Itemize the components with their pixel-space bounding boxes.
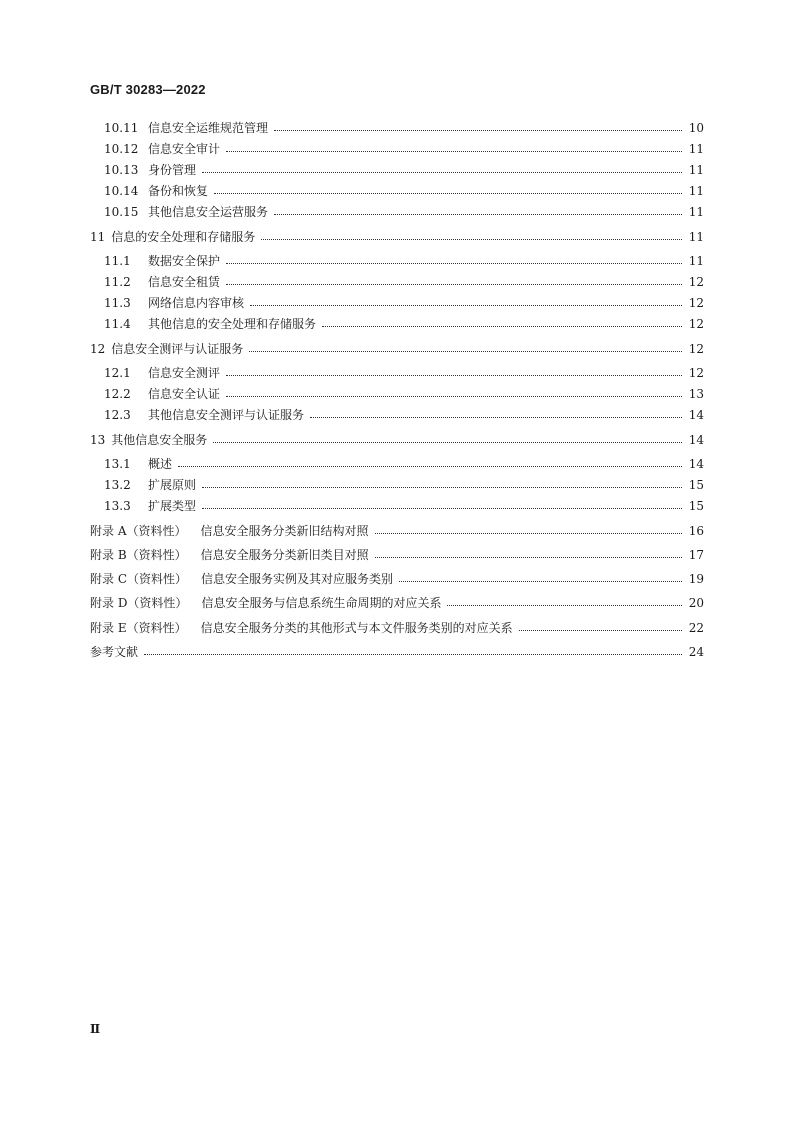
toc-entry[interactable] (90, 228, 704, 246)
toc-entry[interactable] (104, 476, 704, 494)
toc-entry-page: 11 (688, 163, 704, 177)
toc-entry[interactable] (104, 203, 704, 221)
toc-entry-number: 附录 E（资料性） (90, 621, 187, 635)
toc-entry[interactable] (104, 315, 704, 333)
toc-entry-title: 信息安全测评与认证服务 (111, 342, 244, 356)
dot-leader (274, 213, 682, 215)
toc-entry-page: 19 (688, 572, 704, 586)
dot-leader (226, 150, 682, 152)
toc-entry-page: 16 (688, 524, 704, 538)
toc-entry-page: 24 (688, 645, 704, 659)
standard-code: GB/T 30283—2022 (90, 82, 206, 97)
toc-entry-page: 14 (688, 408, 704, 422)
toc-entry[interactable] (90, 619, 704, 637)
toc-entry-page: 11 (688, 184, 704, 198)
dot-leader (250, 304, 682, 306)
dot-leader (226, 395, 682, 397)
toc-entry[interactable] (90, 431, 704, 449)
toc-entry[interactable] (104, 364, 704, 382)
toc-entry-number: 13 (90, 433, 106, 447)
toc-entry-number: 10.15 (104, 205, 139, 219)
toc-entry-page: 11 (688, 142, 704, 156)
toc-entry-page: 14 (688, 457, 704, 471)
toc-entry-page: 13 (688, 387, 704, 401)
toc-entry-number: 11 (90, 230, 106, 244)
toc-entry-title: 网络信息内容审核 (148, 296, 245, 310)
toc-entry-title: 扩展原则 (148, 478, 197, 492)
toc-entry-page: 12 (688, 275, 704, 289)
toc-entry-title: 信息安全服务分类新旧类目对照 (200, 548, 369, 562)
dot-leader (202, 507, 682, 509)
toc-entry[interactable] (104, 455, 704, 473)
toc-entry-title: 其他信息的安全处理和存储服务 (148, 317, 317, 331)
toc-entry-title: 信息安全服务分类的其他形式与本文件服务类别的对应关系 (200, 621, 513, 635)
toc-entry[interactable] (90, 522, 704, 540)
toc-entry-page: 20 (688, 596, 704, 610)
toc-entry-number: 13.2 (104, 478, 131, 492)
dot-leader (202, 486, 682, 488)
toc-entry-number: 11.2 (104, 275, 131, 289)
toc-entry-number: 11.1 (104, 254, 131, 268)
toc-entry[interactable] (90, 643, 704, 661)
dot-leader (261, 238, 682, 240)
toc-entry-number: 附录 C（资料性） (90, 572, 187, 586)
toc-entry-number: 10.12 (104, 142, 139, 156)
toc-entry-number: 附录 A（资料性） (90, 524, 187, 538)
toc-entry[interactable] (104, 161, 704, 179)
toc-entry-page: 12 (688, 317, 704, 331)
toc-entry-title: 身份管理 (148, 163, 197, 177)
toc-entry-title: 信息安全运维规范管理 (148, 121, 269, 135)
toc-entry-title: 信息的安全处理和存储服务 (111, 230, 256, 244)
toc-entry[interactable] (90, 594, 704, 612)
dot-leader (375, 556, 682, 558)
toc-entry-number: 10.14 (104, 184, 139, 198)
toc-entry-number: 11.3 (104, 296, 131, 310)
toc-entry-page: 17 (688, 548, 704, 562)
toc-entry-number: 13.3 (104, 499, 131, 513)
toc-entry-title: 其他信息安全运营服务 (148, 205, 269, 219)
toc-entry-title: 其他信息安全服务 (111, 433, 208, 447)
toc-entry-title: 信息安全测评 (148, 366, 221, 380)
dot-leader (178, 465, 682, 467)
toc-entry-title: 信息安全服务分类新旧结构对照 (200, 524, 369, 538)
toc-entry-number: 11.4 (104, 317, 131, 331)
toc-entry-page: 11 (688, 230, 704, 244)
toc-entry-page: 12 (688, 296, 704, 310)
toc-entry-title: 数据安全保护 (148, 254, 221, 268)
toc-entry-number: 10.13 (104, 163, 139, 177)
toc-entry[interactable] (90, 570, 704, 588)
toc-entry-title: 参考文献 (90, 645, 139, 659)
toc-entry[interactable] (104, 273, 704, 291)
toc-entry[interactable] (90, 340, 704, 358)
toc-entry[interactable] (104, 182, 704, 200)
toc-entry-title: 其他信息安全测评与认证服务 (148, 408, 305, 422)
toc-entry-number: 12.3 (104, 408, 131, 422)
toc-entry-page: 15 (688, 478, 704, 492)
toc-entry[interactable] (90, 546, 704, 564)
toc-entry-title: 扩展类型 (148, 499, 197, 513)
dot-leader (226, 374, 682, 376)
toc-entry-page: 15 (688, 499, 704, 513)
dot-leader (310, 416, 682, 418)
toc-entry-title: 信息安全租赁 (148, 275, 221, 289)
toc-entry-page: 10 (688, 121, 704, 135)
toc-entry[interactable] (104, 385, 704, 403)
toc-entry-page: 14 (688, 433, 704, 447)
toc-entry-title: 信息安全服务实例及其对应服务类别 (201, 572, 394, 586)
toc-entry[interactable] (104, 252, 704, 270)
toc-entry-page: 22 (688, 621, 704, 635)
dot-leader (399, 580, 682, 582)
dot-leader (226, 262, 682, 264)
toc-entry-page: 11 (688, 205, 704, 219)
toc-entry[interactable] (104, 294, 704, 312)
toc-entry-number: 12 (90, 342, 106, 356)
dot-leader (214, 192, 682, 194)
dot-leader (447, 604, 682, 606)
toc-entry-number: 13.1 (104, 457, 131, 471)
toc-entry[interactable] (104, 497, 704, 515)
toc-entry-title: 信息安全审计 (148, 142, 221, 156)
toc-entry[interactable] (104, 140, 704, 158)
toc-entry-number: 12.1 (104, 366, 131, 380)
toc-entry-number: 10.11 (104, 121, 139, 135)
toc-entry[interactable] (104, 119, 704, 137)
dot-leader (519, 629, 682, 631)
toc-entry-title: 信息安全服务与信息系统生命周期的对应关系 (201, 596, 442, 610)
toc-entry-page: 11 (688, 254, 704, 268)
toc-entry-title: 信息安全认证 (148, 387, 221, 401)
toc-entry[interactable] (104, 406, 704, 424)
toc-entry-number: 12.2 (104, 387, 131, 401)
dot-leader (202, 171, 682, 173)
toc-entry-page: 12 (688, 366, 704, 380)
dot-leader (249, 350, 682, 352)
toc-entry-title: 备份和恢复 (148, 184, 209, 198)
toc-entry-page: 12 (688, 342, 704, 356)
dot-leader (144, 653, 682, 655)
toc-entry-number: 附录 D（资料性） (90, 596, 188, 610)
dot-leader (274, 129, 682, 131)
toc-entry-number: 附录 B（资料性） (90, 548, 187, 562)
dot-leader (375, 532, 683, 534)
page-number: Ⅱ (90, 1022, 101, 1036)
dot-leader (226, 283, 682, 285)
toc-entry-title: 概述 (148, 457, 173, 471)
dot-leader (322, 325, 682, 327)
dot-leader (213, 441, 682, 443)
